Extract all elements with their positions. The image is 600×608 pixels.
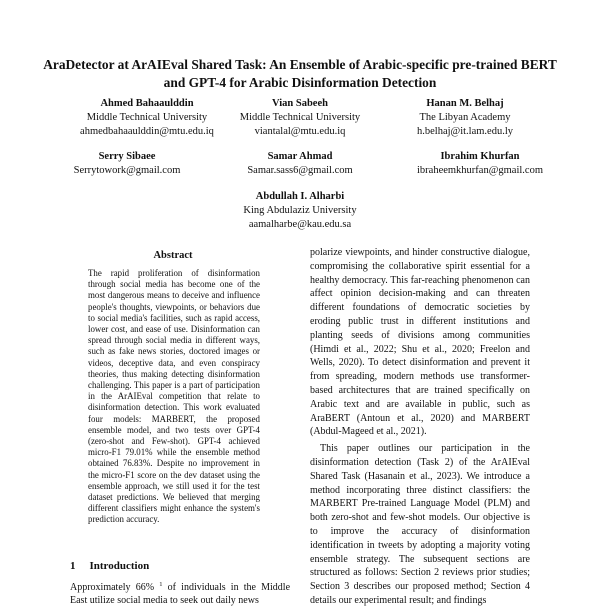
- right-column: [310, 246, 530, 608]
- author-name: Ibrahim Khurfan: [440, 151, 520, 162]
- abstract-text: The rapid proliferation of disinformation through social media has become one of the most dangerous means to deceive and influence people's thoughts, viewpoints, or behaviors due to social media's facilities, such as rapid access, lower cost, and ease of use. Disinformation can spread through social media in different ways, such as fake news stories, doctored images or videos, deceptive data, and even conspiracy theories, thus making detecting disinformation challenging. This paper is a part of participation in the ArAIEval competition that relate to disinformation detection. This work evaluated four models: MARBERT, the proposed ensemble model, and two tests over GPT-4 (zero-shot and Few-shot). GPT-4 achieved micro-F1 79.01% while the ensemble method obtained 76.83%. Despite no improvement in the micro-F1 score on the dev dataset using the ensemble approach, we still used it for the test dataset predictions. We believed that merging different classifiers might enhance the system's prediction accuracy.: [88, 268, 260, 525]
- abstract-heading: Abstract: [153, 250, 193, 261]
- intro-paragraph: [70, 578, 290, 607]
- author-affiliation: The Libyan Academy: [419, 112, 511, 123]
- section-number: 1: [70, 560, 76, 572]
- author-email: aamalharbe@kau.edu.sa: [248, 219, 352, 230]
- section-heading: [70, 560, 149, 572]
- author-name: Abdullah I. Alharbi: [255, 191, 345, 202]
- author-name: Hanan M. Belhaj: [426, 98, 504, 109]
- body-paragraph: polarize viewpoints, and hinder constructive dialogue, compromising the collaborative spirit essential for a healthy democracy. This far-reaching phenomenon can affect opinion decision-making and can threaten different foundations of democratic societies by eroding public trust in different institutions and planting seeds of divisions among communities (Himdi et al., 2022; Shu et al., 2020; Freelon and Wells, 2020). To detect disinformation and prevent it from spreading, modern methods use transformer-based architectures that are trained specifically on Arabic text and are available in public, such as AraBERT (Antoun et al., 2020) and MARBERT (Abdul-Mageed et al., 2021).: [310, 247, 530, 438]
- author-affiliation: King Abdulaziz University: [243, 205, 357, 216]
- paper-title: AraDetector at ArAIEval Shared Task: An Ensemble of Arabic-specific pre-trained BERT and GPT-4 for Arabic Disinformation Detection: [43, 57, 557, 90]
- author-block: [370, 97, 560, 139]
- intro-text: of individuals in the Middle East utilize social media to seek out daily news: [70, 582, 291, 606]
- author-block: [52, 150, 202, 178]
- author-name: Vian Sabeeh: [272, 98, 328, 109]
- intro-text: Approximately 66%: [70, 582, 155, 593]
- author-name: Samar Ahmad: [267, 151, 333, 162]
- author-email: h.belhaj@it.lam.edu.ly: [417, 126, 513, 137]
- author-affiliation: Middle Technical University: [86, 112, 208, 123]
- author-block: [205, 97, 395, 139]
- author-block: [225, 150, 375, 178]
- author-name: Serry Sibaee: [98, 151, 156, 162]
- author-email: viantalal@mtu.edu.iq: [254, 126, 346, 137]
- body-paragraph: This paper outlines our participation in the disinformation detection (Task 2) of the ArAIEval Shared Task (Hasanain et al., 2023). We introduce a method incorporating three distinct classifiers: the MARBERT Pre-trained Language Model (PLM) and both zero-shot and few-shot models. Our objective is to improve the accuracy of disinformation identification in tweets by adopting a majority voting ensemble strategy. The subsequent sections are structured as follows: Section 2 reviews prior studies; Section 3 describes our proposed method; Section 4 details our experimental result; and findings: [310, 443, 530, 606]
- author-name: Ahmed Bahaaulddin: [100, 98, 194, 109]
- footnote-marker: 1: [159, 581, 163, 588]
- author-block: [200, 190, 400, 232]
- author-affiliation: Middle Technical University: [239, 112, 361, 123]
- author-email: Samar.sass6@gmail.com: [247, 165, 353, 176]
- author-email: ahmedbahaaulddin@mtu.edu.iq: [80, 126, 214, 137]
- author-email: Serrytowork@gmail.com: [73, 165, 181, 176]
- author-email: ibraheemkhurfan@gmail.com: [417, 165, 543, 176]
- author-block: [395, 150, 565, 178]
- section-title: Introduction: [89, 560, 150, 572]
